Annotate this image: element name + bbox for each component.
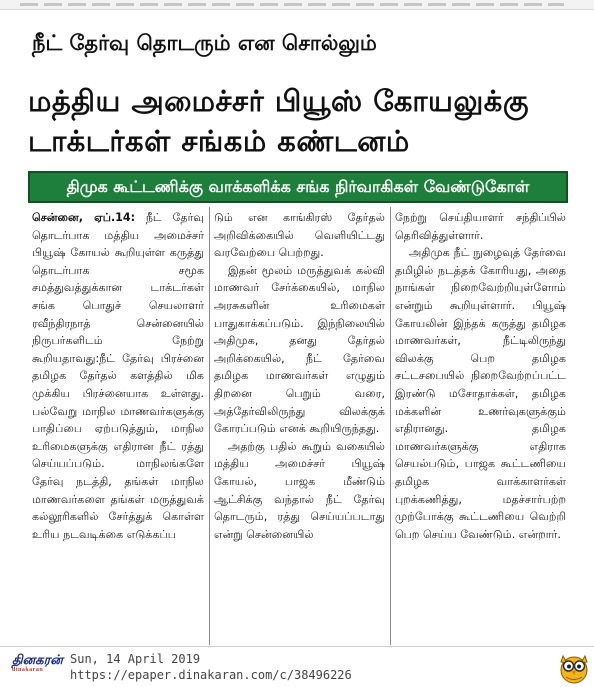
article-column-3 [390,207,571,645]
article-body [28,207,573,645]
headline-line-1: மத்திய அமைச்சர் பியூஸ் கோயலுக்கு [28,84,529,118]
previous-article-strip [0,0,594,10]
epaper-link[interactable]: https://epaper.dinakaran.com/c/38496226 [70,668,352,682]
owl-icon [557,648,591,684]
dateline: சென்னை, ஏப்.14: [32,211,136,224]
article-paragraph: அதிமுக நீட் நுழைவுத் தேர்வை தமிழில் நடத்தக் கோரியது, அதை நாங்கள் நிறைவேற்றியுள்ளோம் என்றும் கூறியுள்ளார். பியூஷ் கோயலின் இந்தக் கருத்து தமிழக மாணவர்கள், நீட்டிலிருந்து விலக்கு பெற தமிழக சட்டசபையில் நிறைவேற்றப்பட்ட இரண்டு மசோதாக்கள், தமிழக மக்களின் உணர்வுகளுக்கும் எதிரானது. தமிழக மாணவர்களுக்கு எதிராக செயல்படும், பாஜக கூட்டணியை தமிழக வாக்காளர்கள் புறக்கணித்து, மதச்சார்பற்ற முற்போக்கு கூட்டணியை வெற்றி பெற செய்ய வேண்டும். என்றார். [395,246,566,541]
article-column-2 [209,207,390,645]
footer-divider [0,646,594,647]
logo-text: தினகரன் [12,652,63,667]
edition-date: Sun, 14 April 2019 [70,652,201,666]
dinakaran-logo[interactable] [12,652,63,673]
article-paragraph: இதன் மூலம் மருத்துவக் கல்வி மாணவர் சேர்க்கையில், மாநில அரசுகளின் உரிமைகள் பாதுகாக்கப்படும். இந்நிலையில் அதிமுக, தனது தேர்தல் அறிக்கையில், நீட் தேர்வை தமிழக மாணவர்கள் எழுதும் திறனை பெறும் வரை, அத்தேர்விலிருந்து விலக்குக் கோரப்படும் எனக் கூறியிருந்தது. [214,263,385,436]
article-paragraph: டும் என காங்கிரஸ் தேர்தல் அறிவிக்கையில் வெளியிட்டது வரவேற்பை பெற்றது. [214,211,385,260]
article-paragraph: அதற்கு பதில் கூறும் வகையில் மத்திய அமைச்சர் பியூஷ் கோயல், பாஜக மீண்டும் ஆட்சிக்கு வந்தால் நீட் தேர்வு தொடரும், ரத்து செய்யப்படாது என்று சென்னையில் [214,439,385,541]
main-headline [28,81,573,161]
headline-line-2: டாக்டர்கள் சங்கம் கண்டனம் [28,124,410,158]
kicker-headline: நீட் தேர்வு தொடரும் என சொல்லும் [32,31,377,55]
article-paragraph: நீட் தேர்வு தொடர்பாக மத்திய அமைச்சர் பியூஷ் கோயல் கூறியுள்ள கருத்து தொடர்பாக சமூக சமத்துவத்துக்கான டாக்டர்கள் சங்க பொதுச் செயலாளர் ரவீந்திரநாத் சென்னையில் நிருபர்களிடம் நேற்று கூறியதாவது:நீட் தேர்வு பிரச்னை தமிழக தேர்தல் களத்தில் மிக முக்கிய பிரச்னையாக உள்ளது. பல்வேறு மாநில மாணவர்களுக்கு பாதிப்பை ஏற்படுத்தும், மாநில உரிமைகளுக்கு எதிரான நீட் ரத்து செய்யப்படும். மாநிலங்களே தேர்வு நடத்தி, தங்கள் மாநில மாணவர்களை தங்கள் மருத்துவக் கல்லூரிகளில் சேர்த்துக் கொள்ள உரிய நடவடிக்கை எடுக்கப்ப [32,211,204,541]
logo-tagline: dinakaran [12,667,44,673]
article-paragraph: நேற்று செய்தியாளர் சந்திப்பில் தெரிவித்துள்ளார். [395,211,566,242]
subheading-banner: திமுக கூட்டணிக்கு வாக்களிக்க சங்க நிர்வாகிகள் வேண்டுகோள் [28,171,568,203]
article-column-1 [28,207,209,645]
